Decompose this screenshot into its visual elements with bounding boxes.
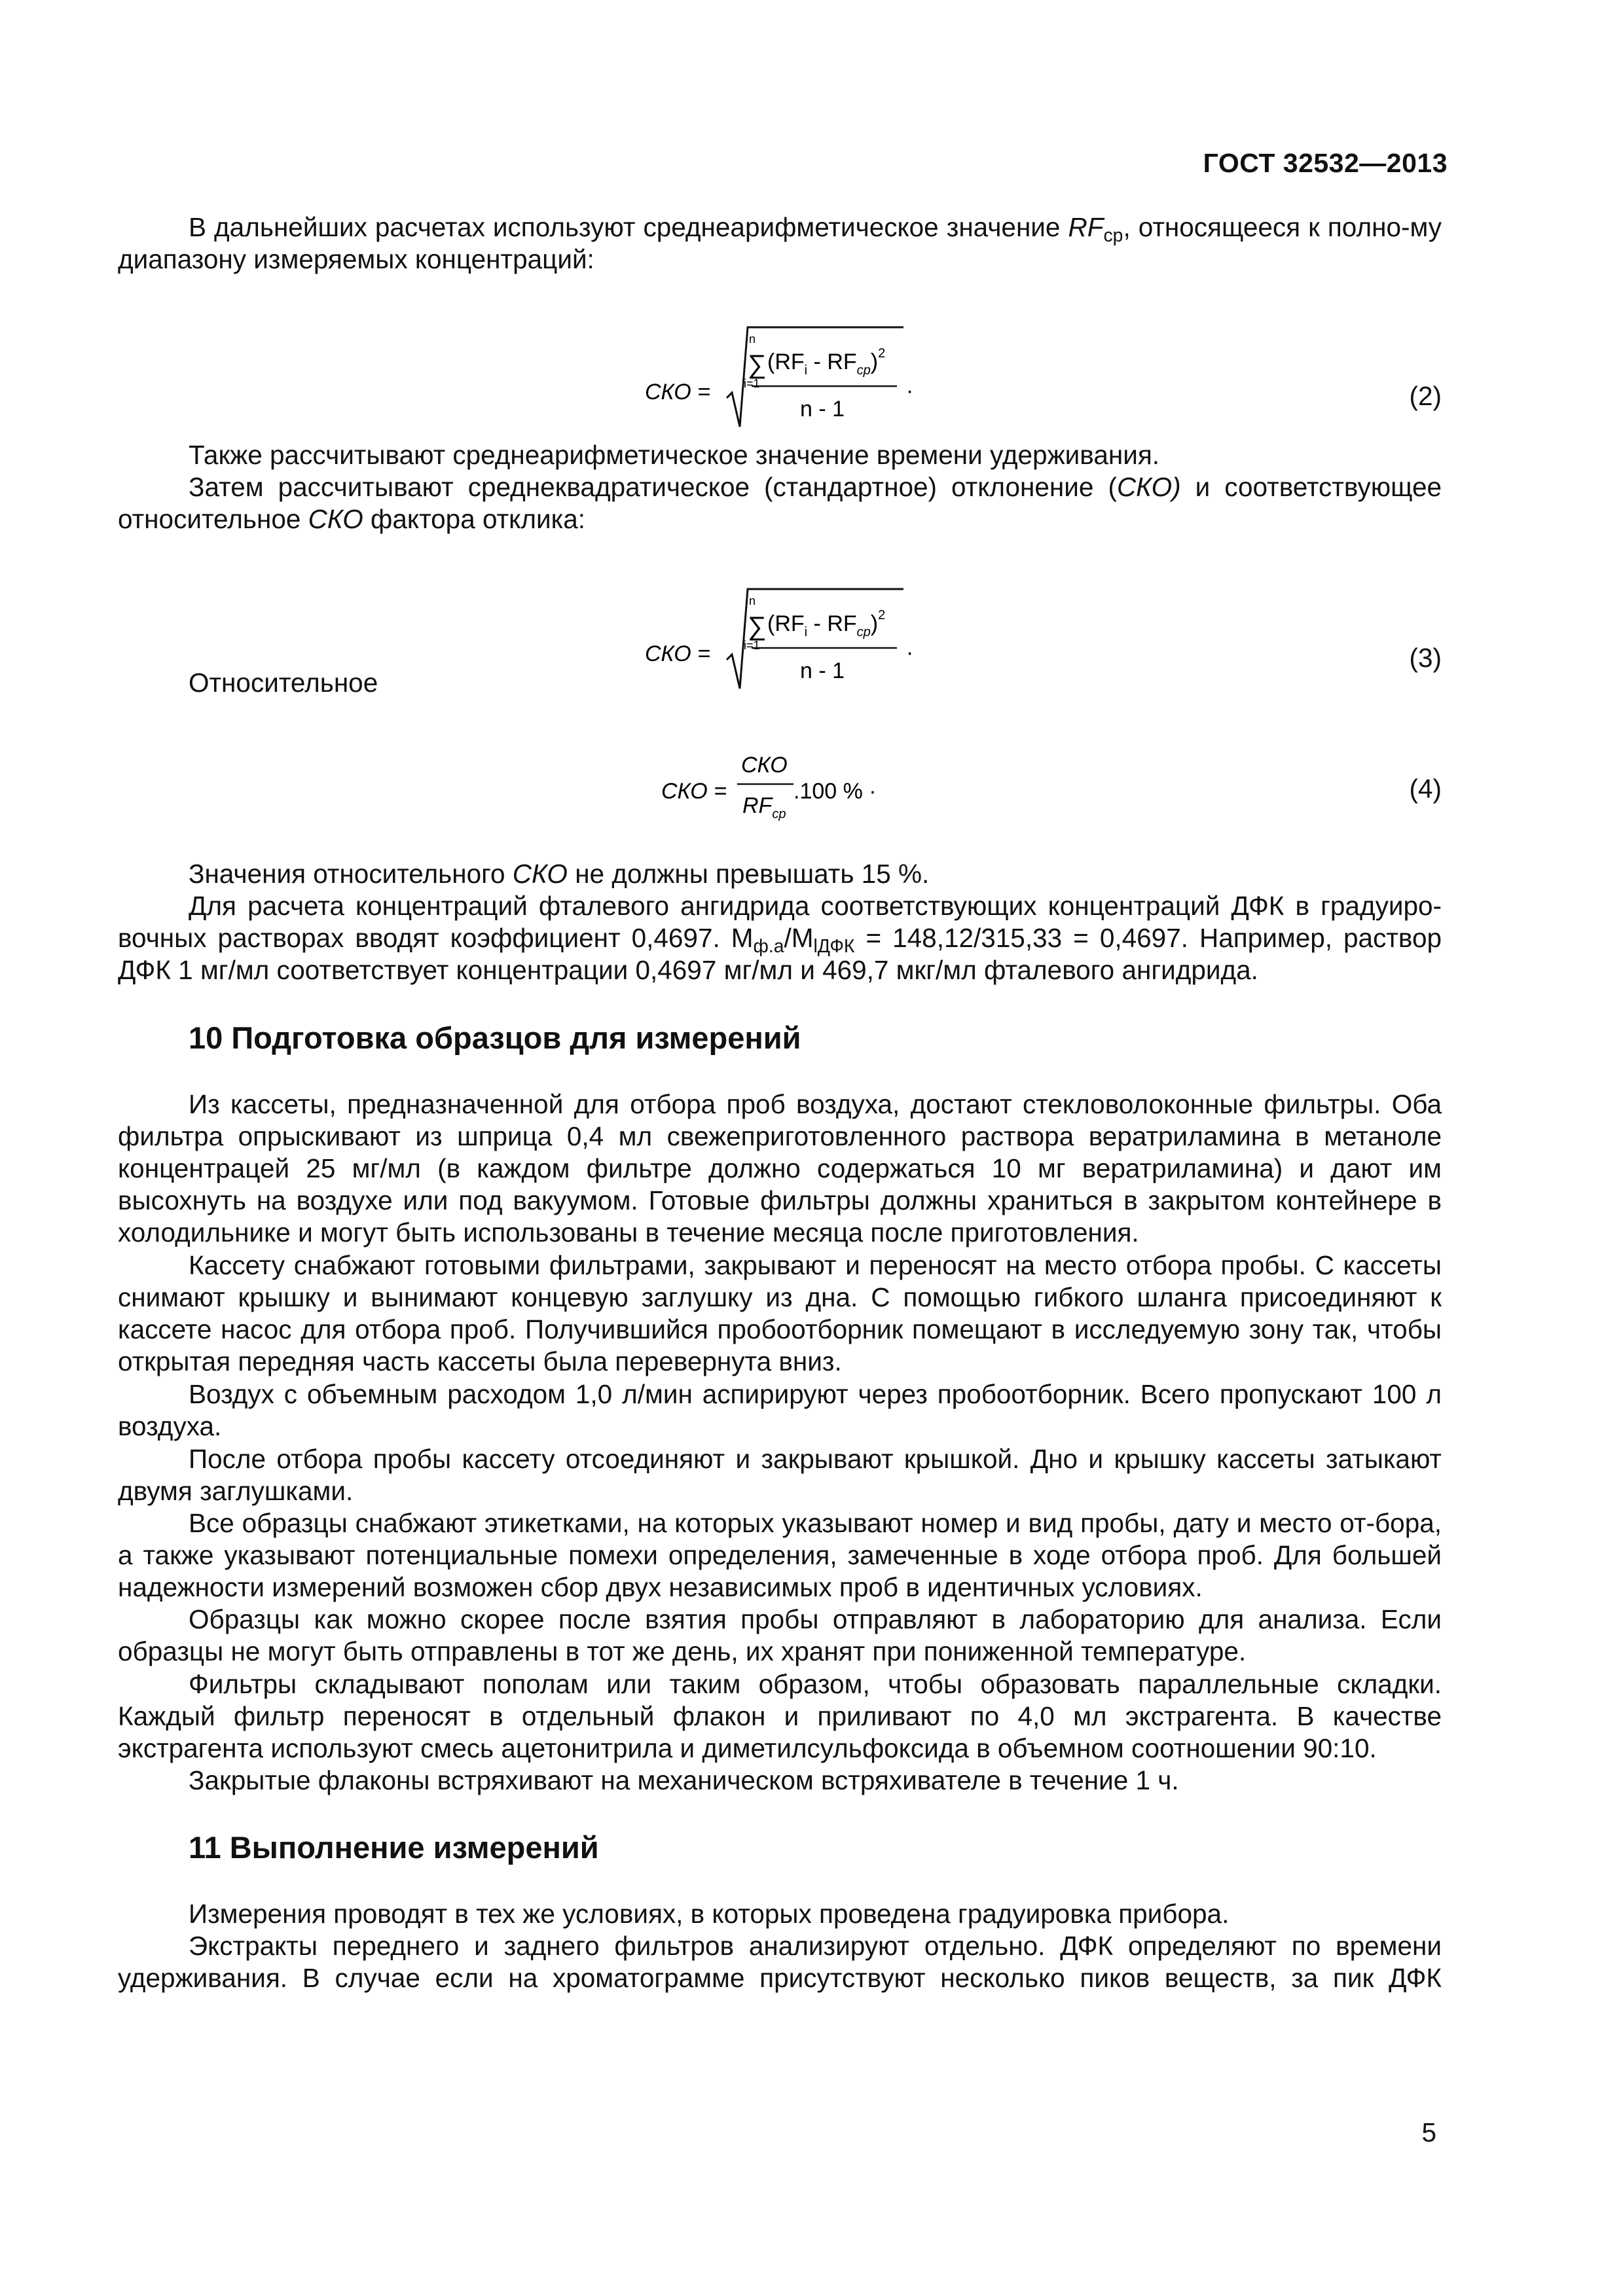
rf-subscript: ср	[1103, 224, 1123, 246]
section-10-paragraph: Кассету снабжают готовыми фильтрами, закрывают и переносят на место отбора пробы. С кассеты снимают крышку и вынимают концевую заглушку из дна. С помощью гибкого шланга присоединяют к кассете насос для отбора проб. Получившийся пробоотборник помещают в исследуемую зону так, чтобы открытая передняя часть кассеты была перевернута вниз.	[118, 1250, 1442, 1376]
formula-2	[629, 314, 930, 432]
formula-4	[655, 746, 930, 838]
formula-2-numerator: $(RF_i - RF_{cp})^2$	[767, 346, 886, 378]
sum-symbol: ∑	[748, 350, 767, 379]
section-11-paragraph: Экстракты переднего и заднего фильтров анализируют отдельно. ДФК определяют по времени удерживания. В случае если на хроматограмме присутствуют несколько пиков веществ, за пик ДФК	[118, 1931, 1442, 1993]
formula-3-denominator: n - 1	[800, 658, 845, 683]
intro-text-end: , относящееся к полно-му диапазону измеряемых концентраций:	[118, 212, 1442, 274]
section-10-paragraph: Образцы как можно скорее после взятия пробы отправляют в лабораторию для анализа. Если образцы не могут быть отправлены в тот же день, их хранят при пониженной температуре.	[118, 1604, 1442, 1666]
document-code: ГОСТ 32532—2013	[1203, 148, 1448, 178]
formula-2-number: (2)	[1409, 381, 1442, 411]
sum-symbol: ∑	[748, 612, 767, 641]
formula-2-dot: ·	[906, 378, 914, 403]
formula-3-number: (3)	[1409, 643, 1442, 673]
intro-paragraph	[118, 211, 1442, 276]
coefficient-paragraph: Для расчета концентраций фталевого ангидрида соответствующих концентраций ДФК в градуиро-вочных растворах вводят коэффициент 0,4697. $М_{ф.а}/М_{lДФК} = 148,12/315,33 = 0,4697$. Например, раствор ДФК 1 мг/мл соответствует концентрации 0,4697 мг/мл и 469,7 мкг/мл фталевого ангидрида.	[118, 891, 1442, 985]
page-number: 5	[1421, 2117, 1436, 2147]
section-11-paragraph: Измерения проводят в тех же условиях, в которых проведена градуировка прибора.	[189, 1899, 1230, 1929]
retention-paragraph: Также рассчитывают среднеарифметическое значение времени удерживания.	[189, 440, 1160, 470]
formula-2-lhs: СКО =	[645, 380, 710, 404]
section-10-paragraph: Все образцы снабжают этикетками, на которых указывают номер и вид пробы, дату и место от-бора, а также указывают потенциальные помехи определения, замеченные в ходе отбора проб. Для большей надежности измерений возможен сбор двух независимых проб в идентичных условиях.	[118, 1508, 1442, 1602]
intro-text: В дальнейших расчетах используют среднеарифметическое значение	[189, 212, 1068, 242]
formula-4-denominator: $RF_{ср}$	[742, 793, 786, 821]
formula-3-lhs: СКО =	[645, 641, 710, 666]
section-11-title: 11 Выполнение измерений	[189, 1830, 599, 1865]
formula-4-tail: .100 % ·	[793, 779, 877, 804]
formula-2-denominator: n - 1	[800, 397, 845, 422]
limit-paragraph: Значения относительного СКО не должны превышать 15 %.	[189, 859, 930, 889]
formula-3-numerator: $(RF_i - RF_{cp})^2$	[767, 608, 886, 639]
rf-symbol: RF	[1068, 212, 1104, 242]
formula-4-number: (4)	[1409, 774, 1442, 804]
formula-3-dot: ·	[906, 640, 914, 665]
formula-3	[629, 576, 930, 694]
formula-2-sum-bottom: i=1	[744, 377, 760, 390]
section-10-title: 10 Подготовка образцов для измерений	[189, 1020, 801, 1055]
section-10-paragraph: После отбора пробы кассету отсоединяют и закрывают крышкой. Дно и крышку кассеты затыкают двумя заглушками.	[118, 1444, 1442, 1506]
section-10-paragraph: Фильтры складывают пополам или таким образом, чтобы образовать параллельные складки. Каждый фильтр переносят в отдельный флакон и приливают по 4,0 мл экстрагента. В качестве экстрагента используют смесь ацетонитрила и диметилсульфоксида в объемном соотношении 90:10.	[118, 1669, 1442, 1763]
formula-3-side-label: Относительное	[189, 668, 378, 698]
section-10-paragraph: Закрытые флаконы встряхивают на механическом встряхивателе в течение 1 ч.	[189, 1765, 1179, 1795]
formula-3-sum-bottom: i=1	[744, 639, 760, 652]
section-10-paragraph: Воздух с объемным расходом 1,0 л/мин аспирируют через пробоотборник. Всего пропускают 100 л воздуха.	[118, 1379, 1442, 1441]
formula-3-sum-top: n	[749, 594, 756, 607]
formula-4-lhs: СКО =	[661, 779, 727, 804]
formula-2-sum-top: n	[749, 332, 756, 346]
section-10-paragraph: Из кассеты, предназначенной для отбора проб воздуха, достают стекловолоконные фильтры. Оба фильтра опрыскивают из шприца 0,4 мл свежеприготовленного раствора вератриламина в метаноле концентрацей 25 мг/мл (в каждом фильтре должно содержаться 10 мг вератриламина) и дают им высохнуть на воздухе или под вакуумом. Готовые фильтры должны храниться в закрытом контейнере в холодильнике и могут быть использованы в течение месяца после приготовления.	[118, 1089, 1442, 1247]
sko-paragraph: Затем рассчитывают среднеквадратическое (стандартное) отклонение (СКО) и соответствующее относительное СКО фактора отклика:	[118, 472, 1442, 534]
formula-4-numerator: СКО	[741, 753, 788, 778]
